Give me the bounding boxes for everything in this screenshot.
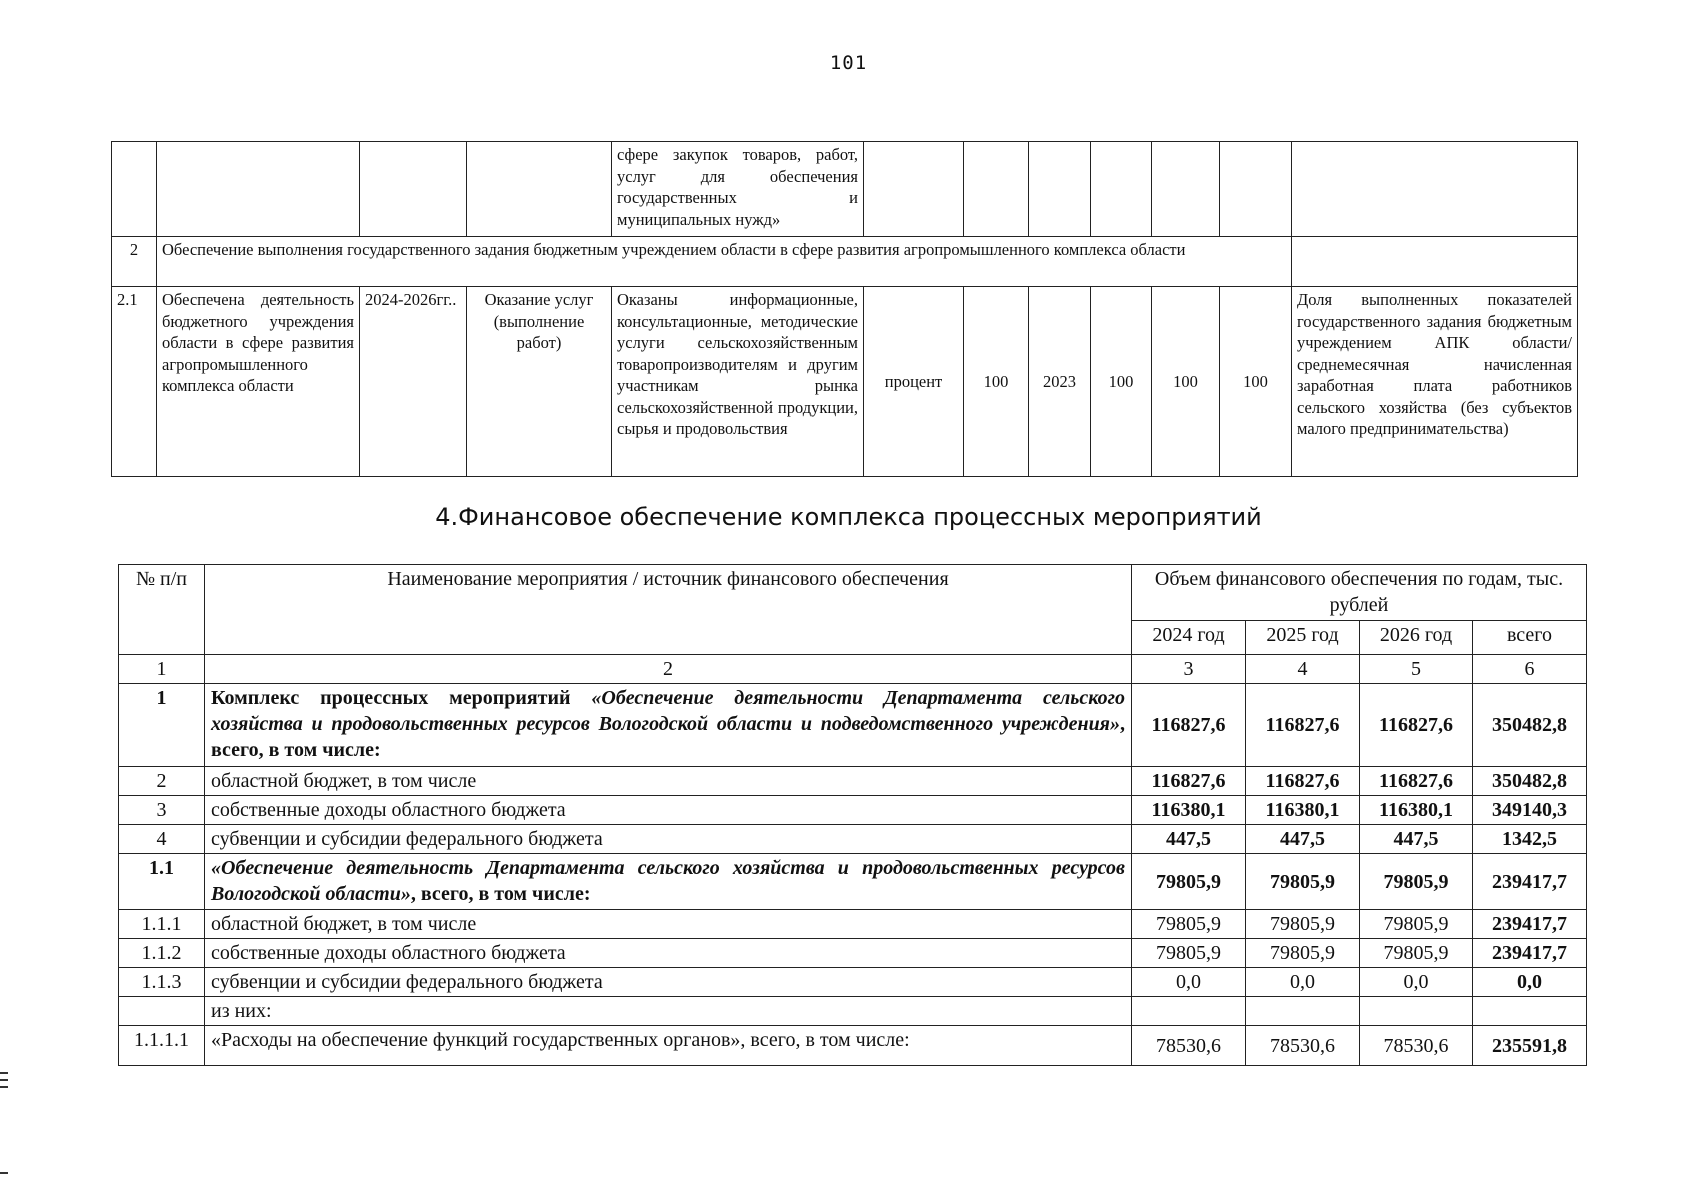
value-2026: 116827,6 [1360, 684, 1473, 767]
table-row [112, 237, 1578, 287]
row-name: собственные доходы областного бюджета [205, 939, 1132, 968]
results-table [111, 141, 1578, 477]
cell [1220, 142, 1292, 237]
cell [1292, 142, 1578, 237]
cell [1091, 142, 1152, 237]
value-2024: 116827,6 [1132, 684, 1246, 767]
column-number: 1 [119, 655, 205, 684]
row-name: областной бюджет, в том числе [205, 910, 1132, 939]
section-heading: 4.Финансовое обеспечение комплекса процессных мероприятий [435, 503, 1262, 531]
value-total [1473, 997, 1587, 1026]
value-2024: 78530,6 [1132, 1026, 1246, 1066]
row-name-title: «Обеспечение деятельность Департамента сельского хозяйства и продовольственных ресурсов Вологодской области» [211, 857, 1125, 905]
header-total: всего [1473, 621, 1587, 655]
table-row [112, 287, 1578, 477]
table-row [112, 142, 1578, 237]
cell [1029, 142, 1091, 237]
row-number: 4 [119, 825, 205, 854]
row-name: областной бюджет, в том числе [205, 767, 1132, 796]
table-row [119, 968, 1587, 997]
table-row [119, 796, 1587, 825]
result-cell: Оказаны информационные, консультационные, методические услуги сельскохозяйственным товаропроизводителям и другим участникам рынка сельскохозяйственной продукции, сырья и продовольствия [612, 287, 864, 477]
value-2024: 447,5 [1132, 825, 1246, 854]
base-value-cell: 100 [964, 287, 1029, 477]
scan-margin-mark [0, 1072, 8, 1074]
cell [1292, 237, 1578, 287]
scan-margin-mark [0, 1086, 8, 1088]
row-name-suffix: , всего, в том числе: [410, 883, 591, 905]
row-name: субвенции и субсидии федерального бюджета [205, 968, 1132, 997]
value-2024: 116827,6 [1132, 767, 1246, 796]
value-2024-cell: 100 [1091, 287, 1152, 477]
value-2026: 116380,1 [1360, 796, 1473, 825]
row-name: субвенции и субсидии федерального бюджета [205, 825, 1132, 854]
row-name [205, 684, 1132, 767]
value-2025: 116827,6 [1246, 767, 1360, 796]
row-number: 2 [119, 767, 205, 796]
column-number: 5 [1360, 655, 1473, 684]
row-name-suffix: , всего, в том числе: [211, 713, 1125, 761]
scan-margin-mark [0, 1079, 8, 1081]
value-2025: 0,0 [1246, 968, 1360, 997]
cell [864, 142, 964, 237]
page-number: 101 [829, 52, 868, 74]
result-cell: сфере закупок товаров, работ, услуг для обеспечения государственных и муниципальных нужд» [612, 142, 864, 237]
row-number: 1.1.3 [119, 968, 205, 997]
column-number: 6 [1473, 655, 1587, 684]
column-number: 4 [1246, 655, 1360, 684]
value-total: 350482,8 [1473, 684, 1587, 767]
scan-margin-mark [0, 1172, 8, 1174]
value-2025-cell: 100 [1152, 287, 1220, 477]
row-name [205, 854, 1132, 910]
row-number: 1.1.1 [119, 910, 205, 939]
row-name: «Расходы на обеспечение функций государственных органов», всего, в том числе: [205, 1026, 1132, 1066]
row-number: 3 [119, 796, 205, 825]
table-row [119, 939, 1587, 968]
value-total: 0,0 [1473, 968, 1587, 997]
value-2025: 447,5 [1246, 825, 1360, 854]
header-row [119, 565, 1587, 621]
indicator-cell: Доля выполненных показателей государственного задания бюджетным учреждением АПК области/ среднемесячная начисленная заработная плата работников сельского хозяйства (без субъектов малого предпринимательства) [1292, 287, 1578, 477]
value-2024 [1132, 997, 1246, 1026]
value-total: 350482,8 [1473, 767, 1587, 796]
cell [112, 142, 157, 237]
value-total: 235591,8 [1473, 1026, 1587, 1066]
value-2024: 79805,9 [1132, 939, 1246, 968]
unit-cell: процент [864, 287, 964, 477]
row-name-prefix: Комплекс процессных мероприятий [211, 687, 592, 709]
value-2026: 79805,9 [1360, 910, 1473, 939]
value-total: 349140,3 [1473, 796, 1587, 825]
column-number-row [119, 655, 1587, 684]
value-2025: 116827,6 [1246, 684, 1360, 767]
value-2025: 79805,9 [1246, 910, 1360, 939]
value-total: 1342,5 [1473, 825, 1587, 854]
value-2024: 0,0 [1132, 968, 1246, 997]
header-name: Наименование мероприятия / источник финансового обеспечения [205, 565, 1132, 655]
header-year-2025: 2025 год [1246, 621, 1360, 655]
header-num: № п/п [119, 565, 205, 655]
row-name: из них: [205, 997, 1132, 1026]
row-number: 1.1.2 [119, 939, 205, 968]
table-row [119, 1026, 1587, 1066]
row-number: 1 [119, 684, 205, 767]
cell [1152, 142, 1220, 237]
base-year-cell: 2023 [1029, 287, 1091, 477]
value-2026: 116827,6 [1360, 767, 1473, 796]
header-year-2024: 2024 год [1132, 621, 1246, 655]
type-cell: Оказание услуг (выполнение работ) [467, 287, 612, 477]
row-number [119, 997, 205, 1026]
table-row [119, 767, 1587, 796]
cell [467, 142, 612, 237]
period-cell: 2024-2026гг.. [360, 287, 467, 477]
row-number: 1.1.1.1 [119, 1026, 205, 1066]
value-2026: 78530,6 [1360, 1026, 1473, 1066]
cell [964, 142, 1029, 237]
value-2025 [1246, 997, 1360, 1026]
table-row [119, 910, 1587, 939]
value-2026: 79805,9 [1360, 854, 1473, 910]
table-row [119, 854, 1587, 910]
header-year-2026: 2026 год [1360, 621, 1473, 655]
table-row [119, 684, 1587, 767]
value-2024: 116380,1 [1132, 796, 1246, 825]
value-2024: 79805,9 [1132, 854, 1246, 910]
value-2026: 0,0 [1360, 968, 1473, 997]
value-2025: 79805,9 [1246, 854, 1360, 910]
value-total: 239417,7 [1473, 854, 1587, 910]
row-number: 2 [112, 237, 157, 287]
row-name-title: «Обеспечение деятельности Департамента сельского хозяйства и продовольственных ресурсов Вологодской области и подведомственного учреждения» [211, 687, 1125, 735]
row-number: 2.1 [112, 287, 157, 477]
value-2026: 79805,9 [1360, 939, 1473, 968]
table-row [119, 997, 1587, 1026]
table-row [119, 825, 1587, 854]
task-group-title: Обеспечение выполнения государственного задания бюджетным учреждением области в сфере развития агропромышленного комплекса области [157, 237, 1292, 287]
value-2024: 79805,9 [1132, 910, 1246, 939]
cell [360, 142, 467, 237]
column-number: 2 [205, 655, 1132, 684]
value-2026-cell: 100 [1220, 287, 1292, 477]
finance-table [118, 564, 1587, 1066]
value-2026: 447,5 [1360, 825, 1473, 854]
value-total: 239417,7 [1473, 910, 1587, 939]
header-volume: Объем финансового обеспечения по годам, тыс. рублей [1132, 565, 1587, 621]
row-name: собственные доходы областного бюджета [205, 796, 1132, 825]
value-2025: 78530,6 [1246, 1026, 1360, 1066]
value-2025: 79805,9 [1246, 939, 1360, 968]
column-number: 3 [1132, 655, 1246, 684]
row-number: 1.1 [119, 854, 205, 910]
value-2025: 116380,1 [1246, 796, 1360, 825]
value-total: 239417,7 [1473, 939, 1587, 968]
value-2026 [1360, 997, 1473, 1026]
task-cell: Обеспечена деятельность бюджетного учреждения области в сфере развития агропромышленного комплекса области [157, 287, 360, 477]
cell [157, 142, 360, 237]
